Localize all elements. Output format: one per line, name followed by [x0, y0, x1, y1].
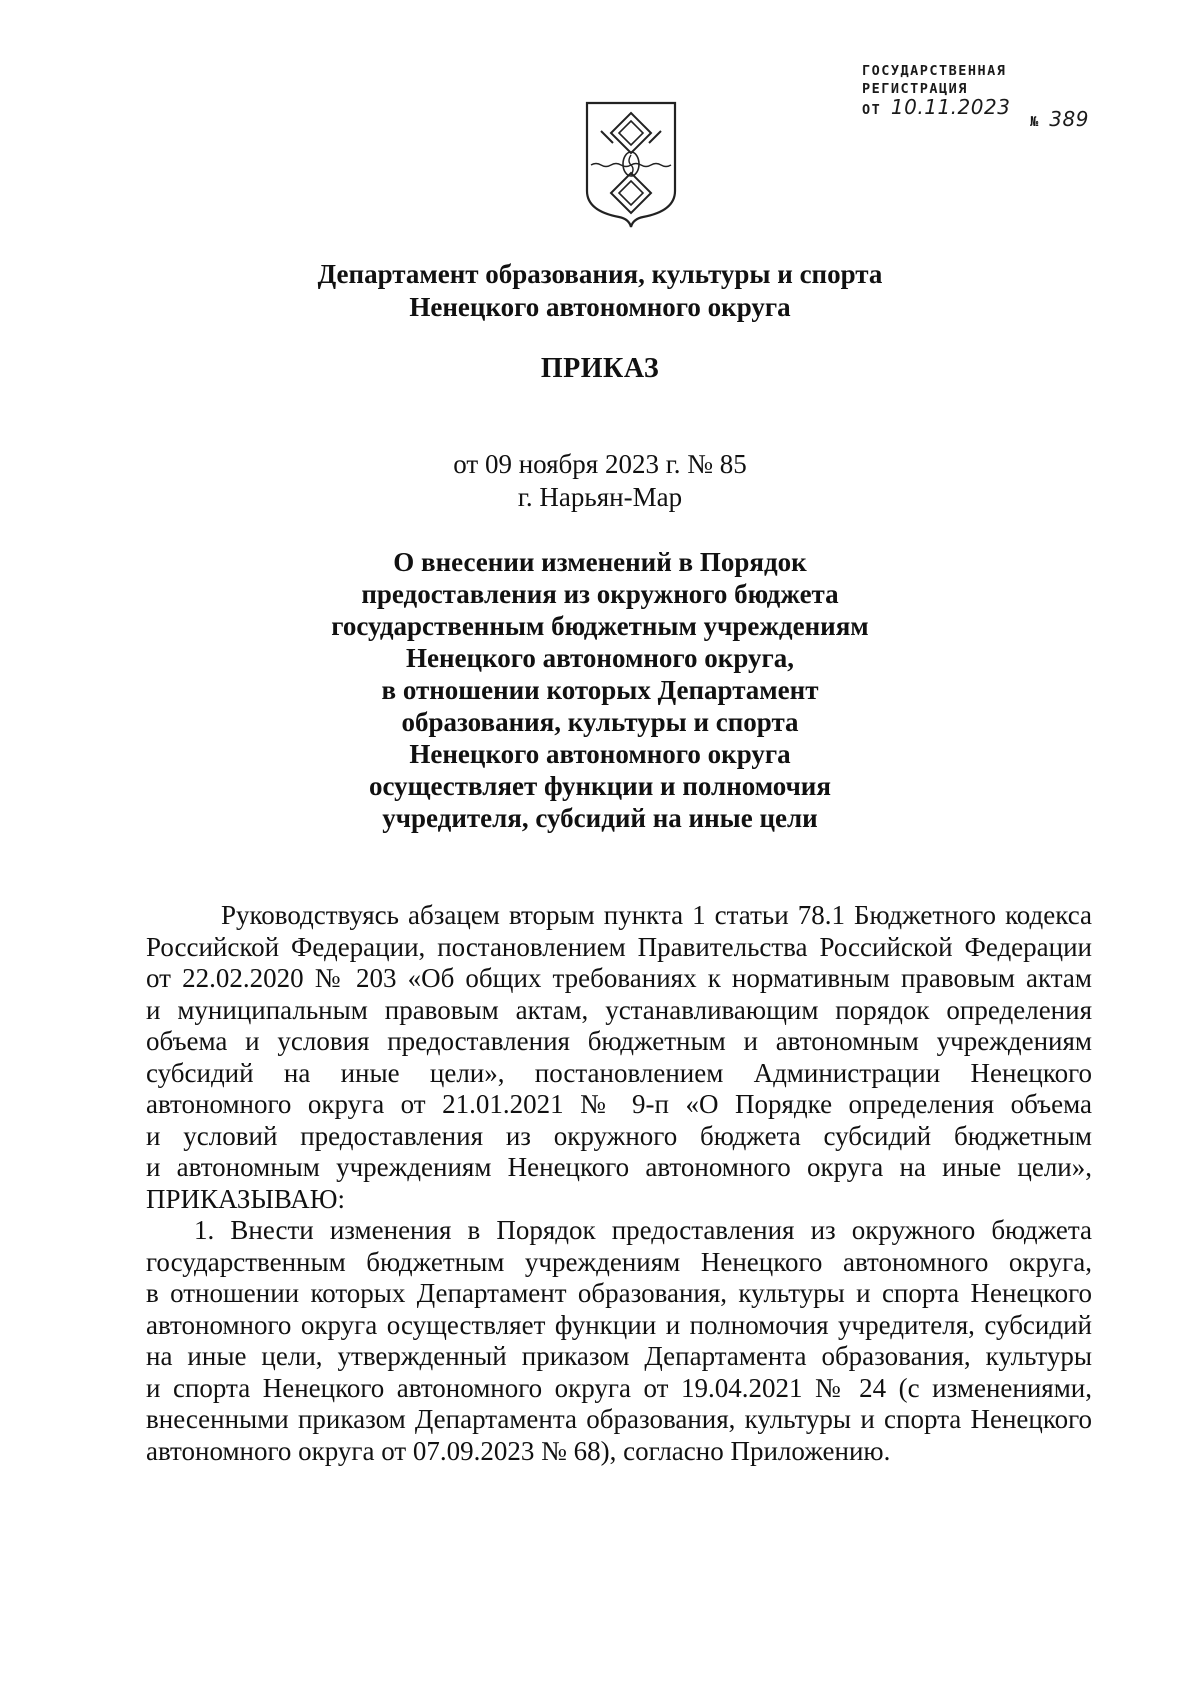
order-subject: [0, 546, 1200, 834]
body-line: 1. Внести изменения в Порядок предоставления из окружного бюджета: [194, 1215, 1092, 1245]
subject-line: государственным бюджетным учреждениям: [331, 611, 869, 641]
stamp-line-2: РЕГИСТРАЦИЯ: [862, 81, 968, 97]
body-line: объема и условия предоставления бюджетным и автономным учреждениям: [146, 1026, 1092, 1056]
document-type: ПРИКАЗ: [540, 353, 660, 384]
body-line: от 22.02.2020 № 203 «Об общих требованиях к нормативным правовым актам: [146, 963, 1092, 993]
subject-line: Ненецкого автономного округа: [409, 739, 791, 769]
subject-line: учредителя, субсидий на иные цели: [382, 803, 818, 833]
body-line: государственным бюджетным учреждениям Ненецкого автономного округа,: [146, 1246, 1092, 1277]
stamp-handwritten-number: 389: [1049, 107, 1089, 131]
order-body: [146, 900, 1092, 1467]
stamp-number-label: №: [1030, 114, 1040, 130]
body-line: внесенными приказом Департамента образования, культуры и спорта Ненецкого: [146, 1404, 1092, 1434]
body-line: в отношении которых Департамент образования, культуры и спорта Ненецкого: [146, 1278, 1092, 1308]
body-line-ordering: ПРИКАЗЫВАЮ:: [146, 1183, 345, 1214]
body-line: субсидий на иные цели», постановлением Администрации Ненецкого: [146, 1057, 1092, 1088]
body-line: на иные цели, утвержденный приказом Департамента образования, культуры: [146, 1341, 1092, 1371]
subject-line: О внесении изменений в Порядок: [393, 547, 807, 577]
order-date-number: от 09 ноября 2023 г. № 85: [453, 449, 747, 479]
subject-line: в отношении которых Департамент: [381, 675, 819, 705]
stamp-number: [1030, 107, 1089, 131]
stamp-line-1: ГОСУДАРСТВЕННАЯ: [862, 63, 1007, 79]
body-line: и спорта Ненецкого автономного округа от 19.04.2021 № 24 (с изменениями,: [146, 1372, 1092, 1403]
body-line: и условий предоставления из окружного бюджета субсидий бюджетным: [146, 1120, 1092, 1151]
body-line: и муниципальным правовым актам, устанавливающим порядок определения: [146, 994, 1092, 1025]
subject-line: осуществляет функции и полномочия: [369, 771, 831, 801]
body-line: Российской Федерации, постановлением Правительства Российской Федерации: [146, 931, 1092, 962]
subject-line: предоставления из окружного бюджета: [361, 579, 839, 609]
stamp-handwritten-date: 10.11.2023: [890, 95, 1011, 119]
body-line: и автономным учреждениям Ненецкого автономного округа на иные цели»,: [146, 1152, 1092, 1182]
department-line-2: Ненецкого автономного округа: [409, 292, 791, 322]
department-line-1: Департамент образования, культуры и спорта: [317, 259, 883, 289]
registration-stamp: [862, 62, 1092, 131]
department-title: [0, 258, 1200, 324]
subject-line: образования, культуры и спорта: [401, 707, 799, 737]
body-line: автономного округа осуществляет функции и полномочия учредителя, субсидий: [146, 1309, 1092, 1340]
coat-of-arms-icon: [583, 99, 679, 229]
body-line: автономного округа от 07.09.2023 № 68), согласно Приложению.: [146, 1435, 891, 1466]
stamp-from-label: ОТ: [862, 102, 882, 118]
order-place: г. Нарьян-Мар: [517, 482, 683, 512]
body-line: Руководствуясь абзацем вторым пункта 1 статьи 78.1 Бюджетного кодекса: [221, 900, 1092, 930]
body-line: автономного округа от 21.01.2021 № 9-п «О Порядке определения объема: [146, 1089, 1092, 1119]
date-and-place: [0, 448, 1200, 514]
subject-line: Ненецкого автономного округа,: [406, 643, 794, 673]
